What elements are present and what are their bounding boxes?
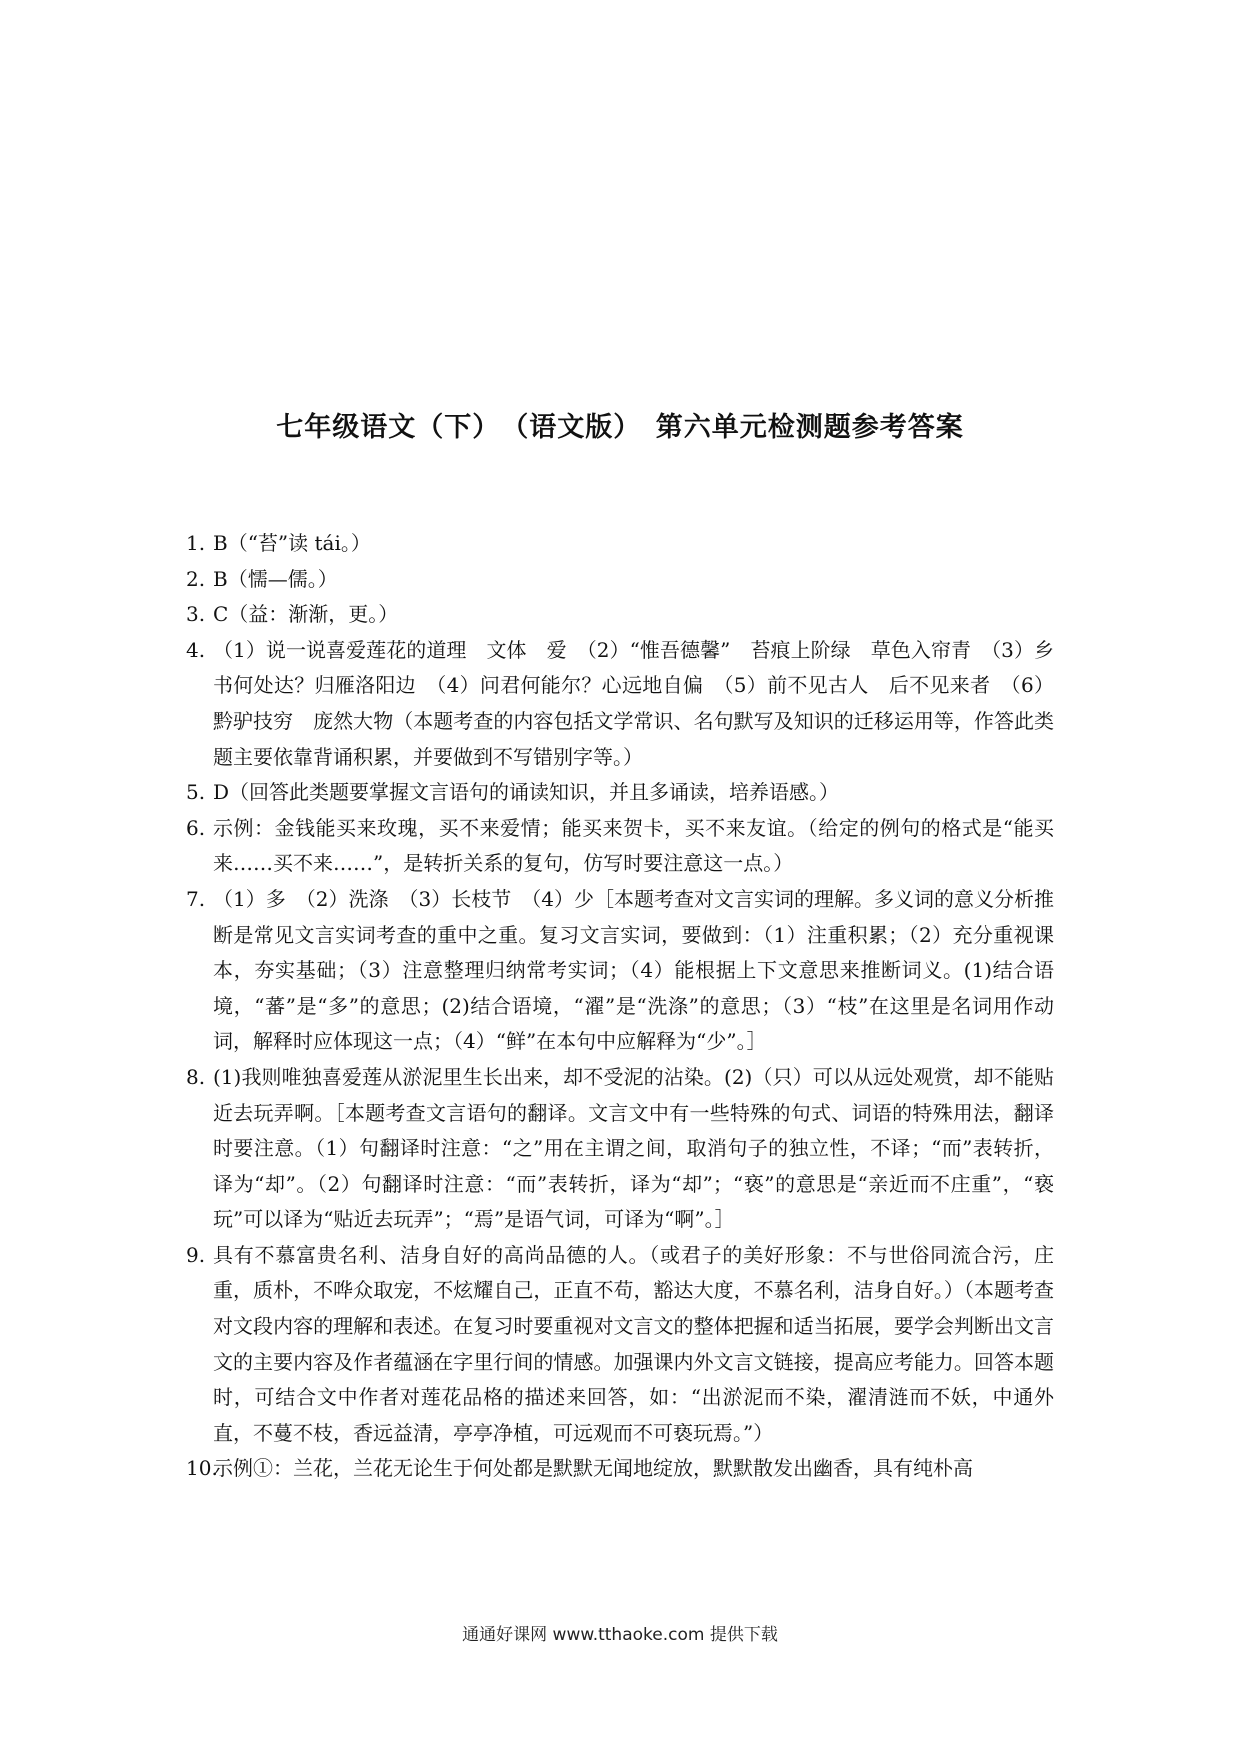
answer-list (186, 526, 1054, 1487)
answer-number: 1. (186, 531, 206, 555)
page-title: 七年级语文（下） （语文版） 第六单元检测题参考答案 (276, 412, 964, 443)
answer-number: 2. (186, 566, 206, 591)
answer-item-1 (186, 526, 1054, 562)
answer-text: 示例：金钱能买来玫瑰，买不来爱情；能买来贺卡，买不来友谊。（给定的例句的格式是“能买来……买不来……”，是转折关系的复句，仿写时要注意这一点。） (213, 815, 1054, 876)
answer-item-5 (186, 775, 1054, 811)
answer-number: 8. (186, 1064, 206, 1089)
answer-item-7 (186, 882, 1054, 1060)
answer-item-9 (186, 1238, 1054, 1452)
answer-text: (1)我则唯独喜爱莲从淤泥里生长出来，却不受泥的沾染。(2)（只）可以从远处观赏，却不能贴近去玩弄啊。［本题考查文言语句的翻译。文言文中有一些特殊的句式、词语的特殊用法，翻译时要注意。（1）句翻译时注意：“之”用在主谓之间，取消句子的独立性，不译；“而”表转折，译为“却”。（2）句翻译时注意：“而”表转折，译为“却”；“亵”的意思是“亲近而不庄重”，“亵玩”可以译为“贴近去玩弄”；“焉”是语气词，可译为“啊”。］ (213, 1064, 1054, 1232)
answer-text: 具有不慕富贵名利、洁身自好的高尚品德的人。（或君子的美好形象：不与世俗同流合污，庄重，质朴，不哗众取宠，不炫耀自己，正直不苟，豁达大度，不慕名利，洁身自好。）（本题考查对文段内容的理解和表述。在复习时要重视对文言文的整体把握和适当拓展，要学会判断出文言文的主要内容及作者蕴涵在字里行间的情感。加强课内外文言文链接，提高应考能力。回答本题时，可结合文中作者对莲花品格的描述来回答，如：“出淤泥而不染，濯清涟而不妖，中通外直，不蔓不枝，香远益清，亭亭净植，可远观而不可亵玩焉。”） (213, 1242, 1054, 1445)
answer-number: 6. (186, 815, 206, 840)
answer-text: （1）多 （2）洗涤 （3）长枝节 （4）少［本题考查对文言实词的理解。多义词的意义分析推断是常见文言实词考查的重中之重。复习文言实词，要做到：（1）注重积累；（2）充分重视课本，夯实基础；（3）注意整理归纳常考实词；（4）能根据上下文意思来推断词义。(1)结合语境，“蕃”是“多”的意思；(2)结合语境，“濯”是“洗涤”的意思；（3）“枝”在这里是名词用作动词，解释时应体现这一点；（4）“鲜”在本句中应解释为“少”。］ (213, 886, 1054, 1054)
answer-number: 5. (186, 780, 206, 805)
answer-text: D（回答此类题要掌握文言语句的诵读知识，并且多诵读，培养语感。） (213, 780, 840, 805)
answer-item-6 (186, 811, 1054, 882)
answer-item-3 (186, 597, 1054, 633)
answer-item-8 (186, 1060, 1054, 1238)
answer-number: 10. (186, 1456, 218, 1481)
answer-number: 4. (186, 637, 206, 662)
answer-number: 7. (186, 886, 206, 911)
page-footer: 通通好课网 www.tthaoke.com 提供下载 (462, 1625, 778, 1645)
answer-text: C（益：渐渐，更。） (213, 602, 399, 627)
answer-item-10 (186, 1451, 1054, 1487)
answer-number: 9. (186, 1242, 206, 1267)
answer-item-4 (186, 633, 1054, 775)
answer-item-2 (186, 562, 1054, 598)
answer-text: （1）说一说喜爱莲花的道理 文体 爱 （2）“惟吾德馨” 苔痕上阶绿 草色入帘青 （3）乡书何处达？归雁洛阳边 （4）问君何能尔？心远地自偏 （5）前不见古人 后不见来者 （6）黔驴技穷 庞然大物（本题考查的内容包括文学常识、名句默写及知识的迁移运用等，作答此类题主要依靠背诵积累，并要做到不写错别字等。） (213, 637, 1054, 769)
answer-number: 3. (186, 602, 206, 627)
answer-text: B（“苔”读 tái。） (213, 531, 371, 555)
answer-text: B（懦—儒。） (213, 566, 338, 591)
answer-text: 示例①：兰花，兰花无论生于何处都是默默无闻地绽放，默默散发出幽香，具有纯朴高 (213, 1456, 973, 1481)
